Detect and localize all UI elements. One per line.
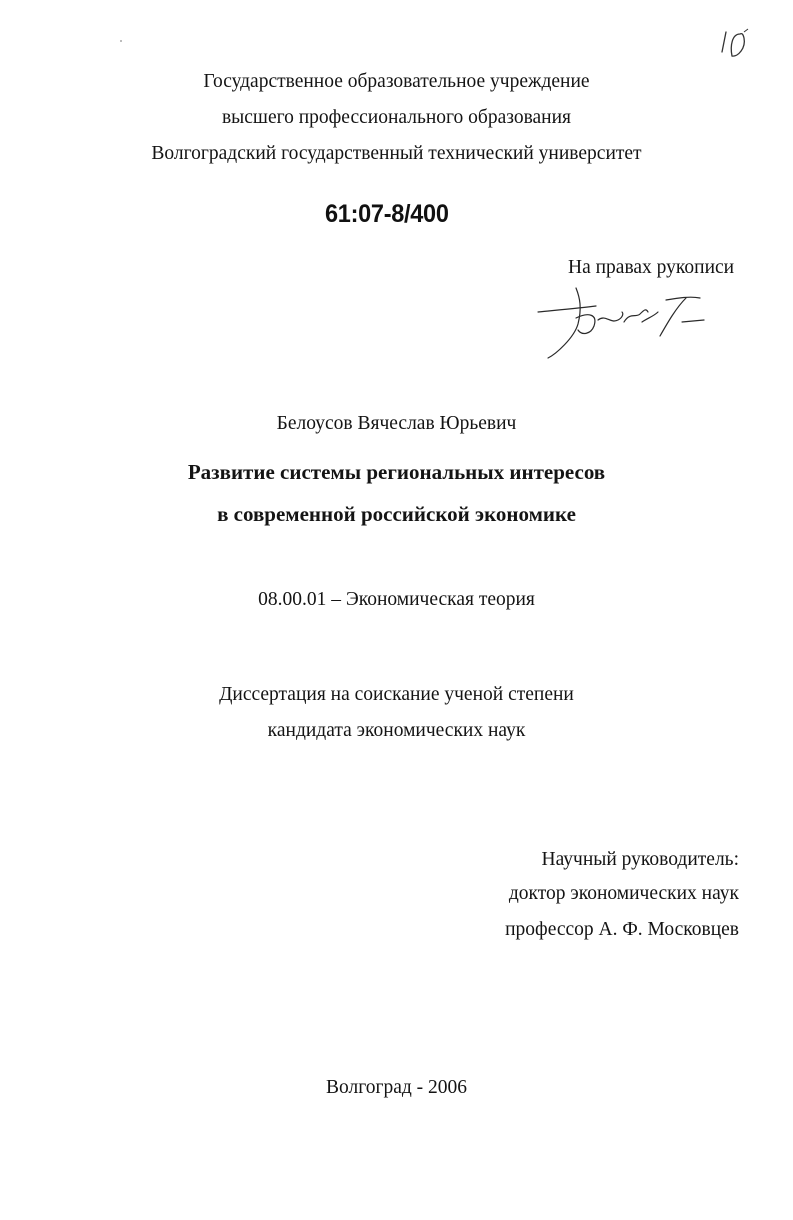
manuscript-rights: На правах рукописи xyxy=(568,257,735,278)
specialty: 08.00.01 – Экономическая теория xyxy=(258,589,535,610)
supervisor-heading: Научный руководитель: xyxy=(541,849,739,870)
signature xyxy=(536,278,711,360)
header-line-2: высшего профессионального образования xyxy=(221,107,572,128)
footer-city-year: Волгоград - 2006 xyxy=(325,1077,468,1098)
degree-line-1: Диссертация на соискание ученой степени xyxy=(219,684,574,705)
archive-code: 61:07-8/400 xyxy=(325,200,449,228)
degree-line-2: кандидата экономических наук xyxy=(267,720,526,741)
header-line-1: Государственное образовательное учреждение xyxy=(203,71,590,92)
title-line-1: Развитие системы региональных интересов xyxy=(187,460,606,484)
supervisor-name: профессор А. Ф. Московцев xyxy=(505,919,739,940)
author-name: Белоусов Вячеслав Юрьевич xyxy=(276,413,517,434)
header-line-3: Волгоградский государственный технический университет xyxy=(151,143,642,164)
scan-speck xyxy=(120,40,122,42)
title-line-2: в современной российской экономике xyxy=(217,502,576,526)
handwritten-page-number xyxy=(712,26,762,62)
supervisor-rank: доктор экономических наук xyxy=(508,883,739,904)
